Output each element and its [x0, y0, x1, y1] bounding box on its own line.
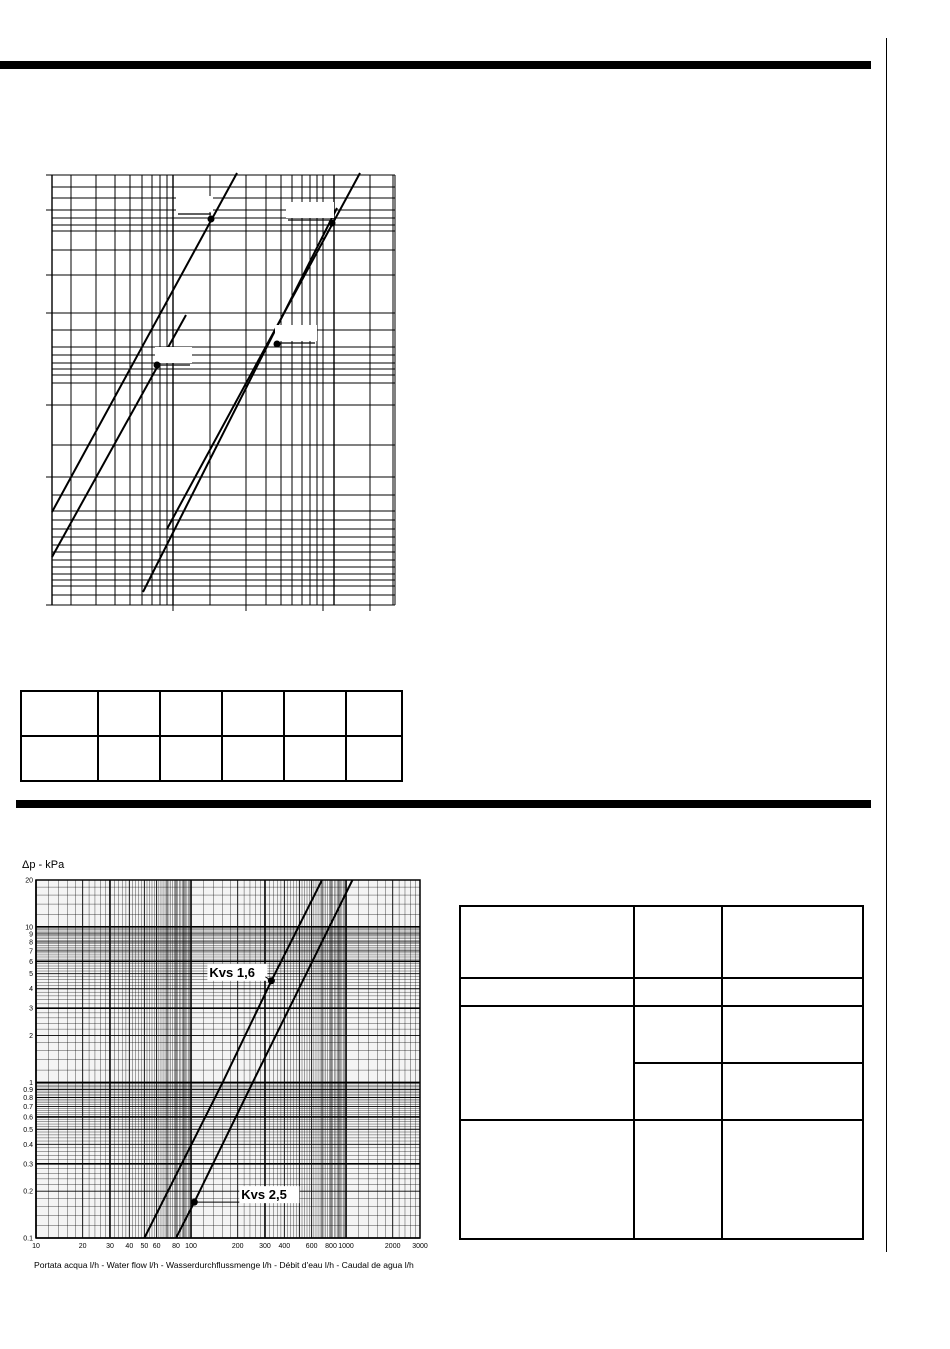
y-tick-label: 3	[29, 1005, 33, 1013]
top-table-row	[21, 736, 402, 781]
y-tick-label: 0.2	[23, 1188, 33, 1196]
x-tick-label: 40	[125, 1243, 134, 1250]
table-row	[460, 1006, 863, 1063]
y-tick-label: 0.4	[23, 1141, 33, 1149]
y-tick-label: 9	[29, 931, 33, 939]
top-table-row	[21, 691, 402, 736]
top-table	[20, 690, 403, 782]
x-axis-title: Portata acqua l/h - Water flow l/h - Wasserdurchflussmenge l/h - Débit d'eau l/h - Caudal de agua l/h	[34, 1260, 414, 1270]
x-tick-label: 60	[152, 1243, 161, 1250]
top-rule	[0, 61, 871, 69]
right-margin-line	[886, 38, 887, 1252]
label-box	[155, 347, 192, 363]
y-tick-label: 7	[29, 948, 33, 956]
y-tick-label: 4	[29, 986, 33, 994]
spec-table	[459, 905, 864, 1240]
curve-line	[143, 208, 337, 592]
series-label: Kvs 2,5	[241, 1187, 287, 1203]
x-tick-label: 800	[325, 1243, 337, 1250]
pressure-drop-chart	[16, 850, 436, 1275]
y-tick-label: 0.9	[23, 1087, 33, 1095]
y-tick-label: 0.1	[23, 1235, 33, 1243]
x-tick-label: 30	[106, 1243, 114, 1250]
y-tick-label: 0.5	[23, 1126, 33, 1134]
label-box	[286, 202, 334, 218]
x-tick-label: 2000	[384, 1243, 401, 1250]
curve-line	[167, 173, 360, 529]
data-point	[274, 341, 281, 348]
table-row	[460, 906, 863, 978]
middle-rule	[16, 800, 871, 808]
series-label: Kvs 1,6	[209, 964, 255, 980]
top-chart	[40, 165, 410, 615]
y-tick-label: 5	[29, 971, 33, 979]
y-tick-label: 6	[29, 958, 33, 966]
y-tick-label: 8	[29, 939, 33, 947]
x-tick-label: 600	[305, 1243, 318, 1250]
table-row	[460, 978, 863, 1006]
x-tick-label: 80	[172, 1243, 180, 1250]
label-box	[275, 325, 317, 341]
y-axis-title: Δp - kPa	[22, 859, 65, 871]
label-box	[176, 196, 213, 212]
x-tick-label: 300	[259, 1243, 271, 1250]
y-tick-label: 2	[29, 1033, 33, 1041]
y-tick-label: 0.6	[23, 1114, 33, 1122]
top-chart-grid	[46, 175, 395, 611]
x-tick-label: 1000	[338, 1243, 354, 1250]
y-tick-label: 1	[29, 1079, 33, 1087]
y-tick-label: 0.3	[23, 1161, 33, 1169]
data-point	[154, 362, 161, 369]
table-row	[460, 1120, 863, 1239]
y-tick-label: 20	[25, 877, 33, 885]
x-tick-label: 100	[185, 1243, 197, 1250]
x-tick-label: 50	[140, 1243, 149, 1250]
data-point	[208, 216, 215, 223]
x-tick-label: 400	[278, 1243, 291, 1250]
x-tick-label: 20	[78, 1243, 87, 1250]
y-tick-label: 0.7	[23, 1104, 33, 1112]
x-tick-label: 200	[231, 1243, 244, 1250]
x-tick-label: 10	[32, 1243, 40, 1250]
chart-grid	[36, 880, 420, 1238]
x-tick-label: 3000	[412, 1243, 428, 1250]
data-point	[329, 220, 336, 227]
y-tick-label: 0.8	[23, 1094, 33, 1102]
y-tick-label: 10	[25, 924, 33, 932]
